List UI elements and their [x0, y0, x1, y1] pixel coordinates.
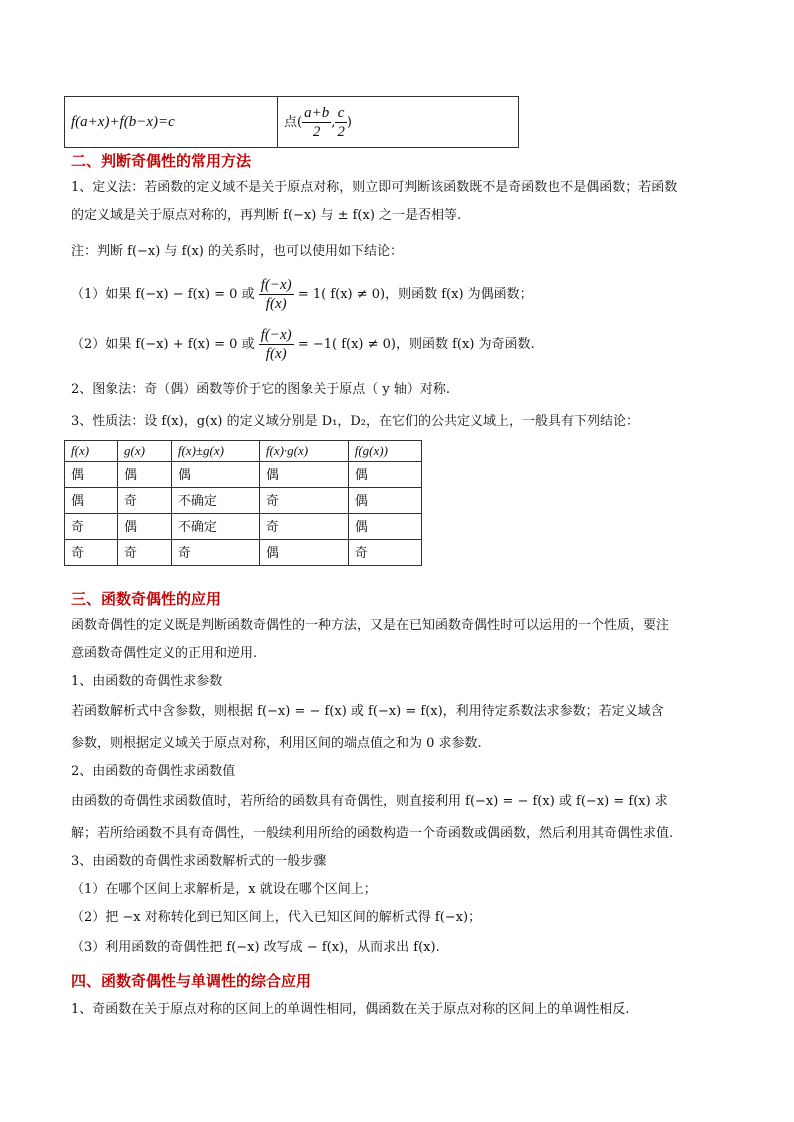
parity-table-cell: 不确定 [171, 488, 259, 514]
top-table-left-cell [65, 97, 278, 148]
point-x-fraction: $\frac{a+b}{2}$ [304, 104, 330, 140]
paragraph-application-1: 函数奇偶性的定义既是判断函数奇偶性的一种方法，又是在已知函数奇偶性时可以运用的一个性质，要注 [71, 618, 670, 633]
parity-table-cell: 偶 [348, 462, 421, 488]
condition-even: （1）如果 f(−x) − f(x) = 0 或 $\frac{f(-x)}{f(x)}$ = 1( f(x) ≠ 0)，则函数 f(x) 为偶函数； [71, 277, 533, 312]
parity-table-cell: 奇 [118, 488, 172, 514]
paragraph-find-parameter-1: 若函数解析式中含参数，则根据 f(−x) = − f(x) 或 f(−x) = f(x)，利用待定系数法求参数；若定义域含 [71, 704, 664, 719]
parity-table-cell: 奇 [259, 514, 348, 540]
subheading-find-expression: 3、由函数的奇偶性求函数解析式的一般步骤 [71, 854, 327, 869]
paragraph-find-value-2: 解；若所给函数不具有奇偶性，一般续利用所给的函数构造一个奇函数或偶函数，然后利用其奇偶性求值. [71, 826, 674, 841]
parity-table [64, 440, 422, 566]
parity-table-row [65, 462, 422, 488]
section-heading-4: 四、函数奇偶性与单调性的综合应用 [71, 972, 312, 990]
parity-table-cell: 奇 [65, 540, 118, 566]
parity-table-row [65, 514, 422, 540]
parity-table-cell: 奇 [259, 488, 348, 514]
point-y-fraction: $\frac{c}{2}$ [337, 104, 345, 140]
paragraph-graph-method: 2、图象法：奇（偶）函数等价于它的图象关于原点（ y 轴）对称. [71, 382, 451, 397]
paragraph-definition-method-2: 的定义域是关于原点对称的，再判断 f(−x) 与 ± f(x) 之一是否相等. [71, 208, 462, 223]
paragraph-find-parameter-2: 参数，则根据定义域关于原点对称，利用区间的端点值之和为 0 求参数. [71, 736, 482, 751]
parity-table-cell: 偶 [259, 462, 348, 488]
parity-table-cell: 偶 [348, 514, 421, 540]
step-1: （1）在哪个区间上求解析是，x 就设在哪个区间上； [71, 882, 377, 897]
parity-table-cell: 偶 [171, 462, 259, 488]
parity-table-header-cell: f(g(x)) [348, 441, 421, 462]
step-3: （3）利用函数的奇偶性把 f(−x) 改写成 − f(x)，从而求出 f(x). [71, 940, 440, 955]
parity-table-header-cell: f(x)±g(x) [171, 441, 259, 462]
parity-table-cell: 奇 [65, 514, 118, 540]
paragraph-definition-method-1: 1、定义法：若函数的定义域不是关于原点对称，则立即可判断该函数既不是奇函数也不是偶函数；若函数 [71, 180, 678, 195]
ratio-fraction-even: $\frac{f(-x)}{f(x)}$ [260, 277, 292, 312]
subheading-find-value: 2、由函数的奇偶性求函数值 [71, 764, 236, 779]
point-label: 点 [284, 114, 298, 130]
parity-table-header-row [65, 441, 422, 462]
parity-table-row [65, 540, 422, 566]
symmetry-formula: f(a+x)+f(b−x)=c [71, 113, 175, 130]
top-formula-table [64, 96, 519, 148]
top-table-right-cell: 点( $\frac{a+b}{2}$ , $\frac{c}{2}$ ) [278, 97, 519, 148]
ratio-fraction-odd: $\frac{f(-x)}{f(x)}$ [260, 327, 292, 362]
subheading-find-parameter: 1、由函数的奇偶性求参数 [71, 674, 223, 689]
parity-table-cell: 偶 [118, 462, 172, 488]
section-heading-2: 二、判断奇偶性的常用方法 [71, 152, 252, 170]
parity-table-header-cell: f(x)·g(x) [259, 441, 348, 462]
parity-table-cell: 奇 [171, 540, 259, 566]
parity-table-cell: 不确定 [171, 514, 259, 540]
parity-table-cell: 偶 [348, 488, 421, 514]
paragraph-application-2: 意函数奇偶性定义的正用和逆用. [71, 646, 258, 661]
paragraph-note: 注：判断 f(−x) 与 f(x) 的关系时，也可以使用如下结论： [71, 244, 403, 259]
parity-table-cell: 偶 [118, 514, 172, 540]
parity-table-cell: 偶 [259, 540, 348, 566]
parity-table-cell: 偶 [65, 488, 118, 514]
section-heading-3: 三、函数奇偶性的应用 [71, 590, 222, 608]
condition-odd: （2）如果 f(−x) + f(x) = 0 或 $\frac{f(-x)}{f(x)}$ = −1( f(x) ≠ 0)，则函数 f(x) 为奇函数. [71, 327, 535, 362]
parity-table-row [65, 488, 422, 514]
paragraph-monotonicity: 1、奇函数在关于原点对称的区间上的单调性相同，偶函数在关于原点对称的区间上的单调性相反. [71, 1002, 630, 1017]
parity-table-cell: 偶 [65, 462, 118, 488]
parity-table-header-cell: f(x) [65, 441, 118, 462]
parity-table-cell: 奇 [118, 540, 172, 566]
step-2: （2）把 −x 对称转化到已知区间上，代入已知区间的解析式得 f(−x)； [71, 910, 482, 925]
paragraph-find-value-1: 由函数的奇偶性求函数值时，若所给的函数具有奇偶性，则直接利用 f(−x) = − f(x) 或 f(−x) = f(x) 求 [71, 794, 668, 809]
paragraph-property-method: 3、性质法：设 f(x)，g(x) 的定义域分别是 D₁，D₂，在它们的公共定义域上，一般具有下列结论： [71, 414, 640, 429]
parity-table-header-cell: g(x) [118, 441, 172, 462]
parity-table-cell: 奇 [348, 540, 421, 566]
